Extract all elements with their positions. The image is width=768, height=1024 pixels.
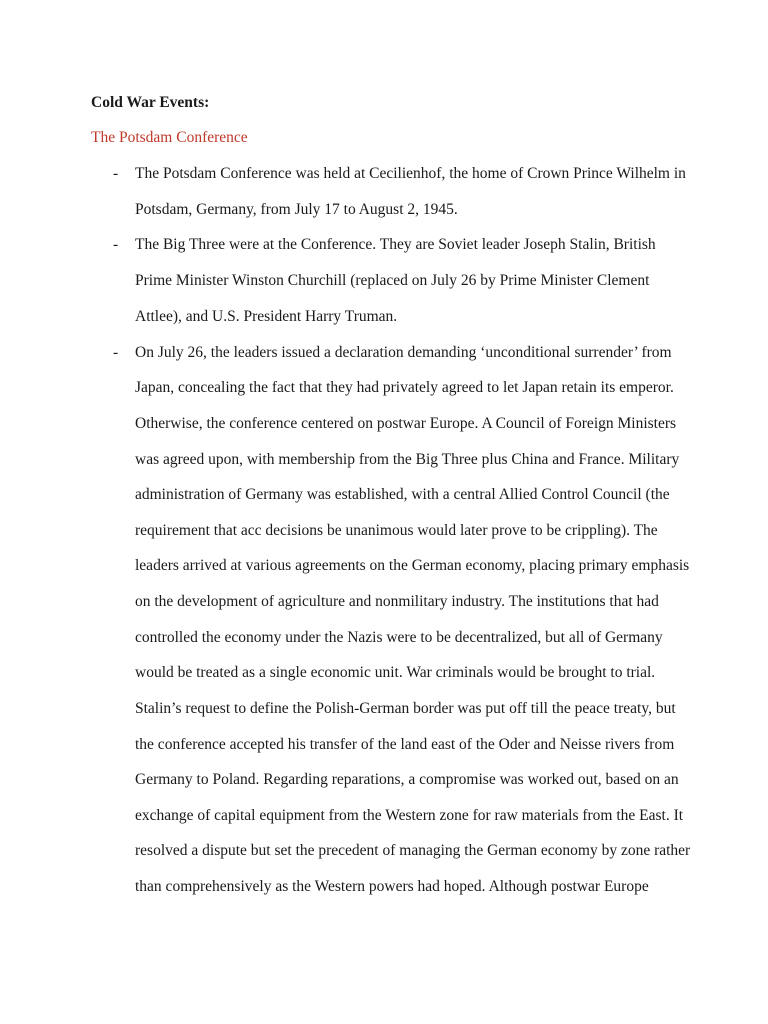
bullet-3-line-7: leaders arrived at various agreements on the German economy, placing primary emphasis [135, 557, 690, 574]
bullet-2-line-2: Prime Minister Winston Churchill (replaced on July 26 by Prime Minister Clement [135, 272, 650, 289]
bullet-3-line-13: Germany to Poland. Regarding reparations, a compromise was worked out, based on an [135, 771, 679, 788]
bullet-3-line-12: the conference accepted his transfer of the land east of the Oder and Neisse rivers from [135, 736, 675, 753]
bullet-marker: - [113, 344, 119, 361]
bullet-3-line-4: was agreed upon, with membership from the Big Three plus China and France. Military [135, 451, 680, 468]
bullet-1-line-2: Potsdam, Germany, from July 17 to August 2, 1945. [135, 201, 458, 218]
bullet-3-line-5: administration of Germany was established, with a central Allied Control Council (the [135, 486, 670, 503]
bullet-3-line-10: would be treated as a single economic unit. War criminals would be brought to trial. [135, 664, 656, 681]
bullet-1-line-1: The Potsdam Conference was held at Cecilienhof, the home of Crown Prince Wilhelm in [135, 165, 686, 182]
bullet-2-line-1: The Big Three were at the Conference. They are Soviet leader Joseph Stalin, British [135, 236, 656, 253]
bullet-3-line-9: controlled the economy under the Nazis were to be decentralized, but all of Germany [135, 629, 663, 646]
bullet-3-line-6: requirement that acc decisions be unanimous would later prove to be crippling). The [135, 522, 658, 539]
bullet-3-line-16: than comprehensively as the Western powers had hoped. Although postwar Europe [135, 878, 649, 895]
bullet-3-line-8: on the development of agriculture and nonmilitary industry. The institutions that had [135, 593, 659, 610]
bullet-3-line-3: Otherwise, the conference centered on postwar Europe. A Council of Foreign Ministers [135, 415, 677, 432]
bullet-3-line-1: On July 26, the leaders issued a declaration demanding ‘unconditional surrender’ from [135, 344, 672, 361]
bullet-3-line-2: Japan, concealing the fact that they had privately agreed to let Japan retain its emperor. [135, 379, 674, 396]
bullet-2-line-3: Attlee), and U.S. President Harry Truman. [135, 308, 398, 325]
bullet-3-line-11: Stalin’s request to define the Polish-German border was put off till the peace treaty, but [135, 700, 676, 717]
section-heading: The Potsdam Conference [91, 129, 248, 146]
bullet-3-line-14: exchange of capital equipment from the Western zone for raw materials from the East. It [135, 807, 684, 824]
bullet-marker: - [113, 236, 119, 253]
document-title: Cold War Events: [91, 94, 210, 111]
bullet-3-line-15: resolved a dispute but set the precedent of managing the German economy by zone rather [135, 842, 691, 859]
bullet-marker: - [113, 165, 119, 182]
